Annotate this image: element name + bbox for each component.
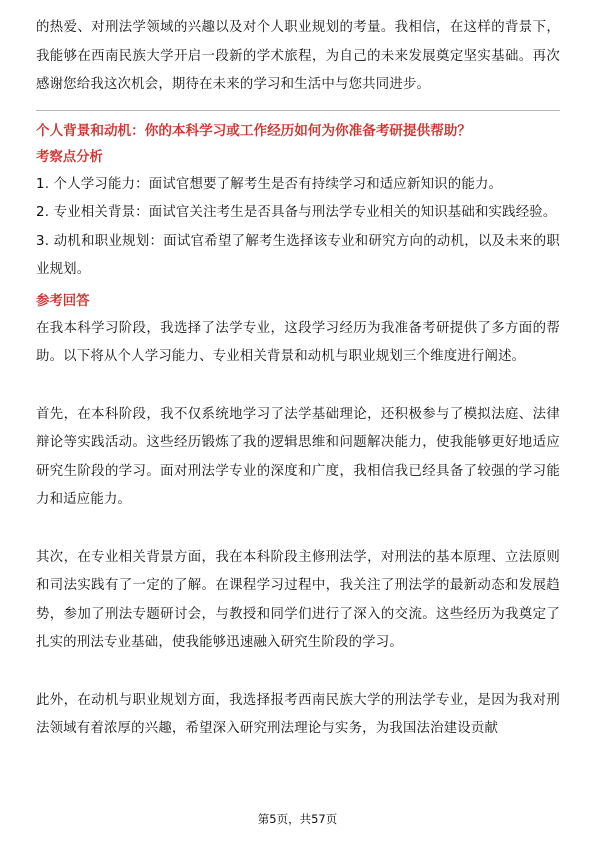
spacer bbox=[36, 658, 560, 687]
answer-paragraph-1: 在我本科学习阶段，我选择了法学专业，这段学习经历为我准备考研提供了多方面的帮助。以下将从个人学习能力、专业相关背景和动机与职业规划三个维度进行阐述。 bbox=[36, 320, 560, 364]
analysis-point-3: 3. 动机和职业规划：面试官希望了解考生选择该专业和研究方向的动机，以及未来的职业规划。 bbox=[36, 233, 560, 277]
spacer bbox=[36, 372, 560, 401]
answer-paragraph-3: 其次，在专业相关背景方面，我在本科阶段主修刑法学，对刑法的基本原理、立法原则和司法实践有了一定的了解。在课程学习过程中，我关注了刑法学的最新动态和发展趋势，参加了刑法专题研讨会，与教授和同学们进行了深入的交流。这些经历为我奠定了扎实的刑法专业基础，使我能够迅速融入研究生阶段的学习。 bbox=[36, 549, 560, 650]
document-page bbox=[36, 14, 560, 744]
answer-label: 参考回答 bbox=[36, 293, 90, 309]
intro-paragraph: 的热爱、对刑法学领域的兴趣以及对个人职业规划的考量。我相信，在这样的背景下，我能够在西南民族大学开启一段新的学术旅程，为自己的未来发展奠定坚实基础。再次感谢您给我这次机会，期待在未来的学习和生活中与您共同进步。 bbox=[36, 20, 560, 92]
analysis-point-2: 2. 专业相关背景：面试官关注考生是否具备与刑法学专业相关的知识基础和实践经验。 bbox=[36, 205, 557, 220]
analysis-label: 考察点分析 bbox=[36, 149, 103, 165]
answer-paragraph-2: 首先，在本科阶段，我不仅系统地学习了法学基础理论，还积极参与了模拟法庭、法律辩论等实践活动。这些经历锻炼了我的逻辑思维和问题解决能力，使我能够更好地适应研究生阶段的学习。面对刑法学专业的深度和广度，我相信我已经具备了较强的学习能力和适应能力。 bbox=[36, 406, 560, 507]
page-number-footer: 第5页，共57页 bbox=[257, 812, 338, 826]
answer-paragraph-4: 此外，在动机与职业规划方面，我选择报考西南民族大学的刑法学专业，是因为我对刑法领域有着浓厚的兴趣，希望深入研究刑法理论与实务，为我国法治建设贡献 bbox=[36, 692, 560, 736]
analysis-point-1: 1. 个人学习能力：面试官想要了解考生是否有持续学习和适应新知识的能力。 bbox=[36, 176, 503, 192]
spacer bbox=[36, 515, 560, 544]
question-heading: 个人背景和动机：你的本科学习或工作经历如何为你准备考研提供帮助？ bbox=[36, 122, 471, 139]
section-divider bbox=[36, 110, 560, 111]
